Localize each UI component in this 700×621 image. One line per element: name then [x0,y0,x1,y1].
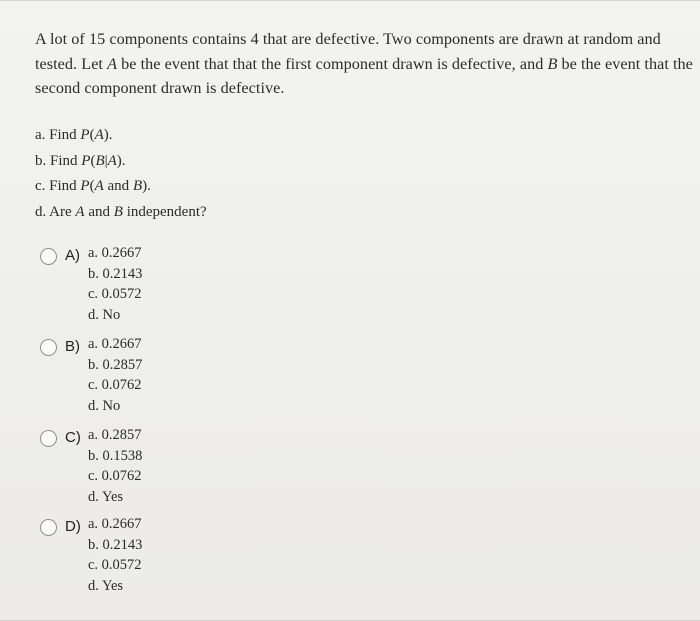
answer-a: a. 0.2857 [88,427,142,443]
answer-d: d. Yes [88,488,124,505]
radio-button-b[interactable] [40,339,57,356]
option-c[interactable] [40,425,340,513]
answer-c: c. 0.0762 [88,377,142,394]
answer-d: d. Yes [88,577,124,594]
option-answers-c [88,425,142,507]
option-answers-a [88,243,142,325]
option-label-a: A) [65,247,80,264]
answer-c: c. 0.0762 [88,468,142,485]
answer-a: a. 0.2667 [88,516,142,532]
option-answers-b [88,334,142,416]
question-text [35,27,695,101]
option-label-c: C) [65,429,81,446]
option-b[interactable] [40,334,340,422]
part-d: d. Are A and B independent? [35,203,207,220]
option-label-b: B) [65,338,80,355]
part-a: a. Find P(A). [35,127,113,143]
answer-b: b. 0.1538 [88,447,143,464]
radio-button-c[interactable] [40,430,57,447]
answer-b: b. 0.2857 [88,356,143,373]
answer-a: a. 0.2667 [88,336,142,352]
radio-button-d[interactable] [40,519,57,536]
option-answers-d [88,514,142,596]
answer-b: b. 0.2143 [88,536,143,553]
question-paragraph: A lot of 15 components contains 4 that are defective. Two components are drawn at random and tested. Let A be the event that that the first component drawn is defective, and B be the event that the second component drawn is defective. [35,30,693,97]
answer-a: a. 0.2667 [88,245,142,261]
answer-c: c. 0.0572 [88,557,142,574]
option-d[interactable] [40,514,340,602]
answer-c: c. 0.0572 [88,286,142,303]
part-b: b. Find P(B|A). [35,152,126,169]
option-a[interactable] [40,243,340,331]
answer-d: d. No [88,306,121,323]
radio-button-a[interactable] [40,248,57,265]
question-parts [35,123,207,225]
answer-b: b. 0.2143 [88,265,143,282]
answer-d: d. No [88,397,121,414]
part-c: c. Find P(A and B). [35,178,151,194]
option-label-d: D) [65,518,81,535]
